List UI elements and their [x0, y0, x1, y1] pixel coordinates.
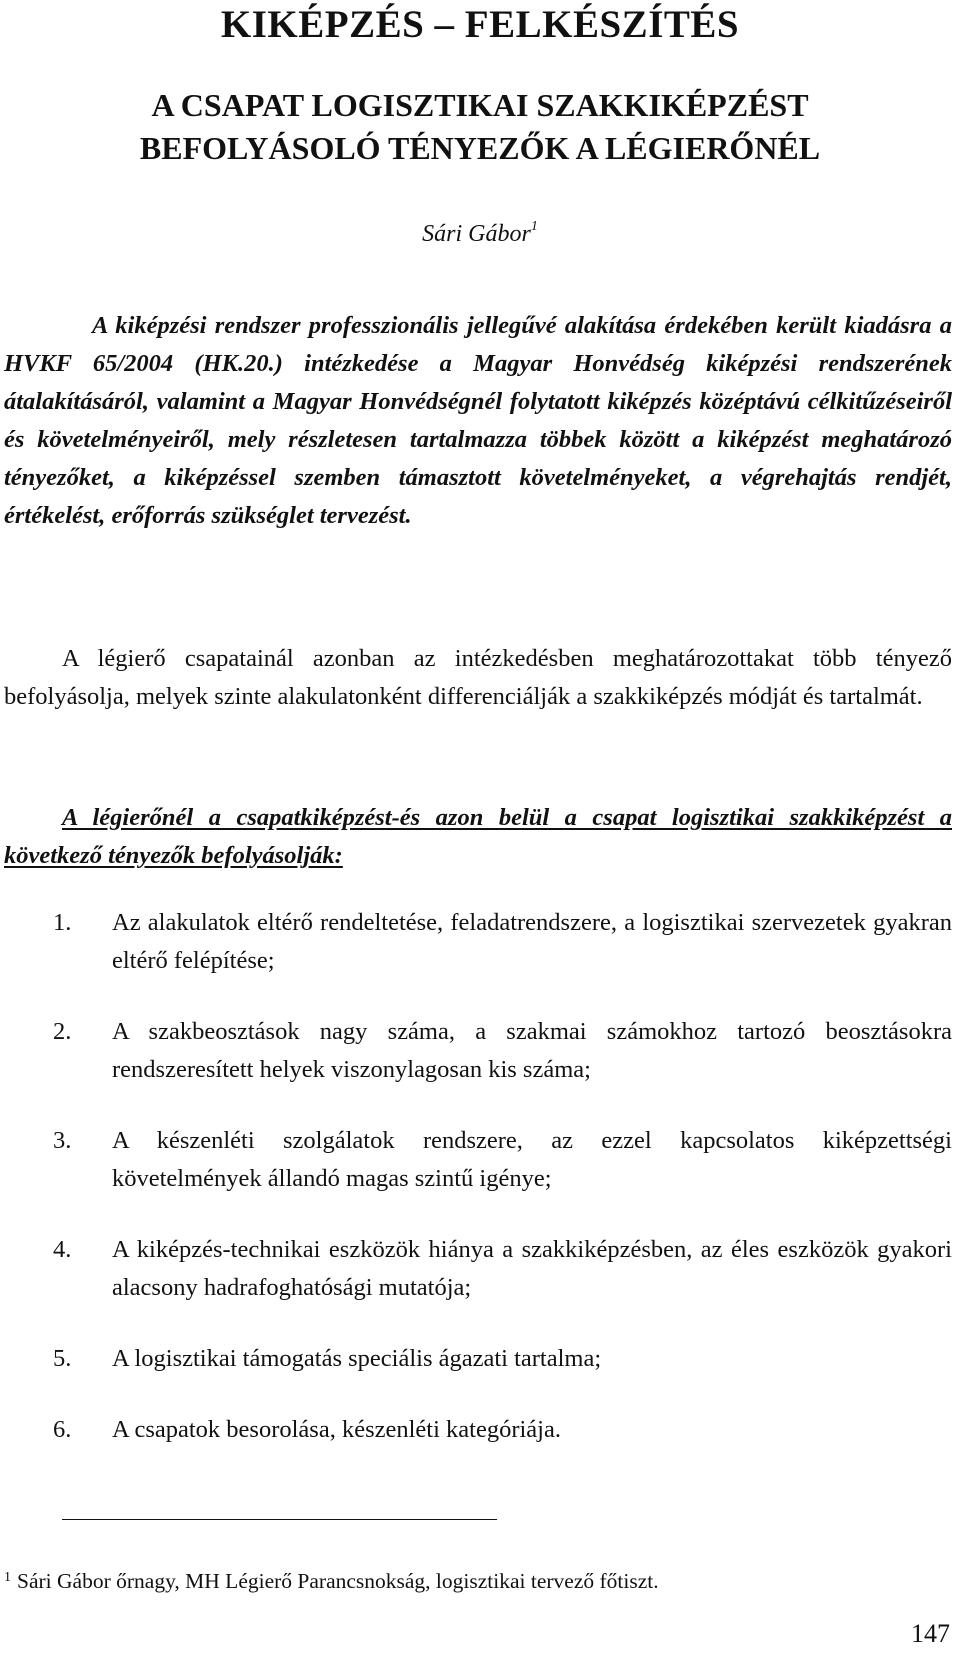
- list-item-text: A kiképzés-technikai eszközök hiánya a szakkiképzésben, az éles eszközök gyakori alacsony hadrafoghatósági mutatója;: [112, 1236, 952, 1301]
- list-item-text: A logisztikai támogatás speciális ágazati tartalma;: [112, 1345, 602, 1372]
- page-number: 147: [911, 1619, 950, 1648]
- list-item: [4, 1231, 952, 1307]
- list-item-text: A készenléti szolgálatok rendszere, az ezzel kapcsolatos kiképzettségi követelmények állandó magas szintű igénye;: [112, 1127, 952, 1192]
- footnote-divider: [62, 1519, 497, 1520]
- factor-list: [4, 904, 952, 1482]
- section-title: KIKÉPZÉS – FELKÉSZÍTÉS: [220, 3, 740, 46]
- list-item-text: Az alakulatok eltérő rendeltetése, feladatrendszere, a logisztikai szervezetek gyakran eltérő felépítése;: [112, 909, 952, 974]
- article-title-line-1: A CSAPAT LOGISZTIKAI SZAKKIKÉPZÉST: [151, 87, 809, 123]
- list-item-text: A csapatok besorolása, készenléti kategóriája.: [112, 1416, 561, 1443]
- list-item-number: 2.: [53, 1018, 72, 1045]
- list-item: [4, 1411, 952, 1449]
- list-item: [4, 1013, 952, 1089]
- lead-sentence: [4, 799, 952, 875]
- article-title: [0, 84, 960, 170]
- list-item: [4, 1122, 952, 1198]
- list-item-text: A szakbeosztások nagy száma, a szakmai számokhoz tartozó beosztásokra rendszeresített helyek viszonylagosan kis száma;: [112, 1018, 952, 1083]
- abstract-paragraph: A kiképzési rendszer professzionális jellegűvé alakítása érdekében került kiadásra a HVKF 65/2004 (HK.20.) intézkedése a Magyar Honvédség kiképzési rendszerének átalakításáról, valamint a Magyar Honvédségnél folytatott kiképzés középtávú célkitűzéseiről és követelményeiről, mely részletesen tartalmazza többek között a kiképzést meghatározó tényezőket, a kiképzéssel szemben támasztott követelményeket, a végrehajtás rendjét, értékelést, erőforrás szükséglet tervezést.: [4, 312, 952, 529]
- lead-sentence-text: A légierőnél a csapatkiképzést-és azon belül a csapat logisztikai szakkiképzést a következő tényezők befolyásolják:: [4, 804, 952, 869]
- author-byline: [0, 221, 960, 248]
- footnote: [4, 1566, 952, 1596]
- author-name: Sári Gábor: [422, 221, 531, 247]
- list-item: [4, 1340, 952, 1378]
- list-item-number: 4.: [53, 1236, 72, 1263]
- footnote-text: Sári Gábor őrnagy, MH Légierő Parancsnokság, logisztikai tervező főtiszt.: [17, 1569, 659, 1593]
- list-item-number: 6.: [53, 1416, 72, 1443]
- list-item-number: 5.: [53, 1345, 72, 1372]
- footnote-mark: 1: [4, 1570, 11, 1585]
- list-item: [4, 904, 952, 980]
- list-item-number: 3.: [53, 1127, 72, 1154]
- body-paragraph: A légierő csapatainál azonban az intézkedésben meghatározottakat több tényező befolyásolja, melyek szinte alakulatonként differenciálják a szakkiképzés módját és tartalmát.: [4, 645, 952, 710]
- article-title-line-2: BEFOLYÁSOLÓ TÉNYEZŐK A LÉGIERŐNÉL: [139, 130, 821, 166]
- list-item-number: 1.: [53, 909, 72, 936]
- author-footnote-mark: 1: [530, 219, 538, 234]
